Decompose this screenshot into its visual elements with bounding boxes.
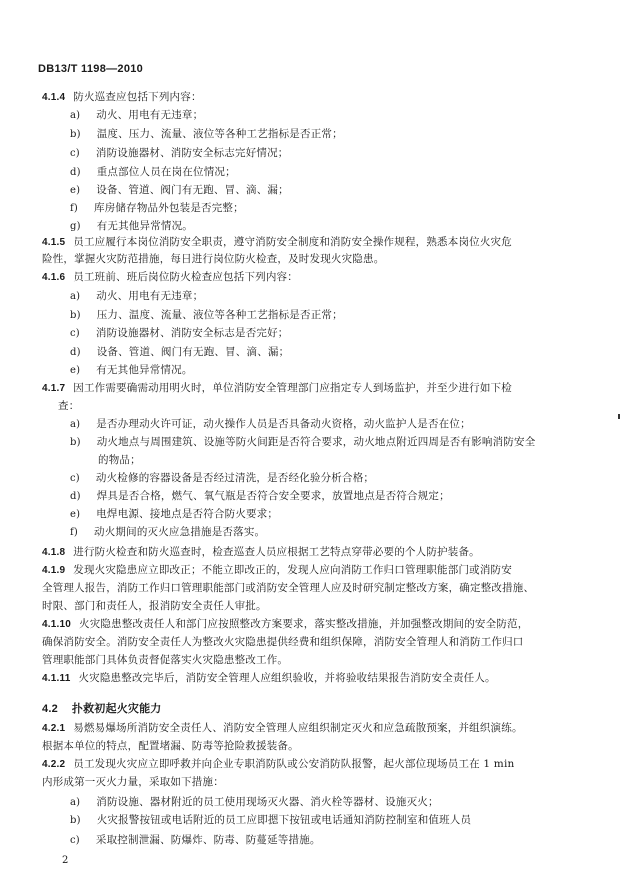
line-text: 设备、管道、阀门有无跑、冒、滴、漏；	[96, 184, 289, 196]
clause-number: 4.1.7	[42, 383, 66, 394]
text-line	[70, 436, 535, 449]
text-line	[70, 309, 343, 322]
text-line	[42, 618, 528, 631]
list-item-label: c)	[70, 835, 80, 846]
text-line	[42, 776, 224, 789]
text-line	[70, 184, 289, 197]
text-line	[42, 582, 534, 595]
line-text: 火灾隐患整改完毕后，消防安全管理人应组织验收，并将验收结果报告消防安全责任人。	[78, 672, 496, 684]
line-text: 员工发现火灾应立即呼救并向企业专职消防队或公安消防队报警，起火部位现场员工在 1 min	[73, 758, 515, 770]
text-line	[42, 600, 267, 613]
text-line	[70, 147, 289, 160]
clause-number: 4.2	[42, 703, 58, 715]
line-text: 管理职能部门具体负责督促落实火灾隐患整改工作。	[42, 654, 289, 666]
clause-number: 4.1.11	[42, 673, 71, 684]
text-line	[70, 418, 471, 431]
list-item-label: d)	[70, 347, 81, 358]
section-title: 扑救初起火灾能力	[71, 702, 162, 715]
list-item-label: a)	[70, 797, 81, 808]
list-item-label: e)	[70, 185, 81, 196]
list-item-label: c)	[70, 328, 80, 339]
page-number: 2	[62, 855, 69, 866]
text-line	[70, 796, 439, 809]
clause-number: 4.1.8	[42, 547, 66, 558]
text-line	[70, 202, 244, 215]
list-item-label: d)	[70, 491, 81, 502]
text-line	[70, 526, 265, 539]
line-text: 消防设施、器材附近的员工使用现场灭火器、消火栓等器材、设施灭火；	[96, 796, 439, 808]
line-text: 确保消防安全。消防安全责任人为整改火灾隐患提供经费和组织保障，消防安全管理人和消防工作归口	[42, 636, 524, 648]
list-item-label: f)	[70, 527, 79, 538]
list-item-label: d)	[70, 167, 81, 178]
text-line	[42, 636, 524, 649]
line-text: 动火地点与周围建筑、设施等防火间距是否符合要求，动火地点附近四周是否有影响消防安全	[96, 436, 536, 448]
line-text: 温度、压力、流量、液位等各种工艺指标是否正常；	[96, 128, 343, 140]
line-text: 动火检修的容器设备是否经过清洗，是否经化验分析合格；	[95, 472, 375, 484]
text-line	[42, 672, 496, 685]
clause-number: 4.2.2	[42, 759, 66, 770]
line-text: 险性，掌握火灾防范措施，每日进行岗位防火检查，及时发现火灾隐患。	[42, 253, 385, 265]
text-line	[42, 654, 288, 667]
text-line	[42, 702, 162, 716]
list-item-label: a)	[70, 110, 81, 121]
text-line	[70, 327, 289, 340]
line-text: 员工应履行本岗位消防安全职责，遵守消防安全制度和消防安全操作规程，熟悉本岗位火灾危	[73, 236, 512, 248]
text-line	[42, 564, 512, 577]
line-text: 的物品；	[98, 454, 141, 466]
line-text: 焊具是否合格，燃气、氧气瓶是否符合安全要求，放置地点是否符合规定；	[96, 490, 450, 502]
line-text: 采取控制泄漏、防爆炸、防毒、防蔓延等措施。	[95, 834, 321, 846]
text-line	[70, 472, 374, 485]
text-line	[70, 814, 471, 827]
line-text: 火灾隐患整改责任人和部门应按照整改方案要求，落实整改措施，并加强整改期间的安全防范，	[79, 618, 529, 630]
text-line	[70, 364, 193, 377]
list-item-label: g)	[70, 221, 81, 232]
line-text: 动火期间的灭火应急措施是否落实。	[94, 526, 266, 538]
line-text: 有无其他异常情况。	[96, 220, 194, 232]
list-item-label: c)	[70, 473, 80, 484]
text-line	[70, 508, 278, 521]
text-line	[42, 740, 299, 753]
clause-number: 4.1.9	[42, 565, 66, 576]
list-item-label: a)	[70, 419, 81, 430]
line-text: 内形成第一灭火力量，采取如下措施：	[42, 776, 224, 788]
text-line	[42, 91, 202, 104]
line-text: 防火巡查应包括下列内容：	[73, 91, 202, 103]
text-line	[42, 382, 512, 395]
line-text: 电焊电源、接地点是否符合防火要求；	[96, 508, 279, 520]
clause-number: 4.1.10	[42, 619, 72, 630]
list-item-label: b)	[70, 815, 81, 826]
line-text: 动火、用电有无违章；	[96, 109, 204, 121]
text-line	[70, 346, 289, 359]
text-line	[42, 271, 298, 284]
line-text: 设备、管道、阀门有无跑、冒、滴、漏；	[96, 346, 290, 358]
line-text: 压力、温度、流量、液位等各种工艺指标是否正常；	[96, 309, 343, 321]
list-item-label: b)	[70, 437, 81, 448]
text-line	[42, 236, 512, 249]
line-text: 是否办理动火许可证，动火操作人员是否具备动火资格，动火监护人是否在位；	[96, 418, 471, 430]
list-item-label: e)	[70, 365, 81, 376]
line-text: 因工作需要确需动用明火时，单位消防安全管理部门应指定专人到场监护，并至少进行如下检	[73, 382, 512, 394]
line-text: 动火、用电有无违章；	[96, 290, 204, 302]
text-line	[58, 400, 79, 413]
line-text: 消防设施器材、消防安全标志完好情况；	[95, 147, 289, 159]
line-text: 进行防火检查和防火巡查时，检查巡查人员应根据工艺特点穿带必要的个人防护装备。	[73, 546, 480, 558]
text-line	[98, 454, 141, 467]
line-text: 时限、部门和责任人，报消防安全责任人审批。	[42, 600, 267, 612]
line-text: 根据本单位的特点，配置堵漏、防毒等抢险救援装备。	[42, 740, 299, 752]
list-item-label: c)	[70, 148, 80, 159]
text-line	[70, 834, 321, 847]
list-item-label: f)	[70, 203, 79, 214]
line-text: 消防设施器材、消防安全标志是否完好；	[95, 327, 289, 339]
list-item-label: a)	[70, 291, 81, 302]
text-line	[42, 253, 384, 266]
line-text: 查：	[58, 400, 80, 412]
text-line	[70, 109, 203, 122]
line-text: 发现火灾隐患应立即改正；不能立即改正的，发现人应向消防工作归口管理职能部门或消防安	[73, 564, 512, 576]
line-text: 有无其他异常情况。	[96, 364, 193, 376]
line-text: 火灾报警按钮或电话附近的员工应即摁下按钮或电话通知消防控制室和值班人员	[96, 814, 472, 826]
text-line	[70, 220, 193, 233]
list-item-label: b)	[70, 129, 81, 140]
clause-number: 4.2.1	[42, 723, 66, 734]
text-line	[70, 290, 203, 303]
standard-code-header: DB13/T 1198—2010	[38, 63, 144, 75]
list-item-label: b)	[70, 310, 81, 321]
text-line	[42, 546, 480, 559]
clause-number: 4.1.6	[42, 272, 66, 283]
text-line	[42, 722, 523, 735]
clause-number: 4.1.5	[42, 237, 66, 248]
list-item-label: e)	[70, 509, 81, 520]
margin-mark	[618, 414, 620, 419]
text-line	[70, 166, 236, 179]
text-line	[42, 758, 514, 771]
line-text: 重点部位人员在岗在位情况；	[96, 166, 236, 178]
line-text: 易燃易爆场所消防安全责任人、消防安全管理人应组织制定灭火和应急疏散预案，并组织演练。	[73, 722, 523, 734]
clause-number: 4.1.4	[42, 92, 66, 103]
line-text: 全管理人报告，消防工作归口管理职能部门或消防安全管理人应及时研究制定整改方案，确定整改措施、	[42, 582, 535, 594]
line-text: 库房储存物品外包装是否完整；	[94, 202, 244, 214]
text-line	[70, 490, 450, 503]
line-text: 员工班前、班后岗位防火检查应包括下列内容：	[73, 271, 298, 283]
text-line	[70, 128, 343, 141]
